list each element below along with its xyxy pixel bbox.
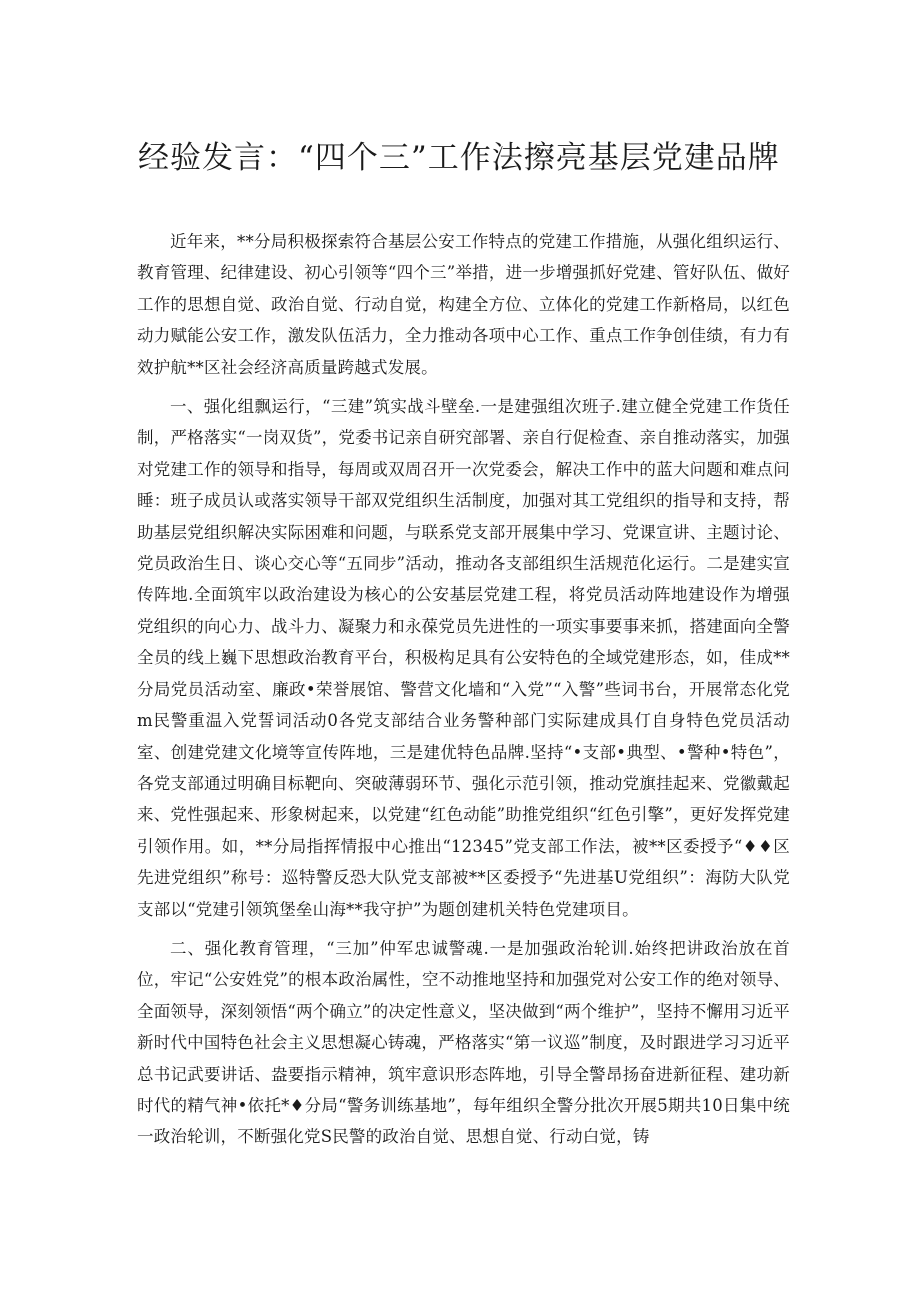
paragraph-section-one: 一、强化组飘运行，“三建”筑实战斗壁垒.一是建强组次班子.建立健全党建工作货任制，严格落实“一岗双货”，党委书记亲自研究部署、亲自行促检查、亲自推动落实，加强对党建工作的领导和指导，每周或双周召开一次党委会，解决工作中的蓝大问题和难点问睡：班子成员认或落实领导干部双党组织生活制度，加强对其工党组织的指导和支持，帮助基层党组织解决实际困难和问题，与联系党支部开展集中学习、党课宣讲、主题讨论、党员政治生日、谈心交心等“五同步”活动，推动各支部组织生活规范化运行。二是建实宣传阵地.全面筑牢以政治建设为核心的公安基层党建工程，将党员活动阵地建设作为增强党组织的向心力、战斗力、凝聚力和永葆党员先进性的一项实事要事来抓，搭建面向全警全员的线上巍下思想政治教育平台，积极构足具有公安特色的全域党建形态，如，佳成**分局党员活动室、廉政•荣誉展馆、警营文化墙和“入党”“入警”些词书台，开展常态化党m民警重温入党誓词活动0各党支部结合业务警种部门实际建成具仃自身特色党员活动室、创建党建文化境等宣传阵地，三是建优特色品牌.坚持“•支部•典型、•警种•特色”，各党支部通过明确目标靶向、突破薄弱环节、强化示范引领，推动党旗挂起来、党徽戴起来、党性强起来、形象树起来，以党建“红色动能”助推党组织“红色引擎”，更好发挥党建引领作用。如，**分局指挥情报中心推出“12345”党支部工作法，被**区委授予“♦♦区先进党组织”称号：巡特警反恐大队党支部被**区委授予“先进基U党组织”：海防大队党支部以“党建引领筑堡垒山海**我守护”为题创建机关特色党建项目。	[137, 397, 790, 919]
paragraph-section-two: 二、强化教育管理，“三加”仲军忠诚警魂.一是加强政治轮训.始终把讲政治放在首位，牢记“公安姓党”的根本政治属性，空不动推地坚持和加强党对公安工作的绝对领导、全面领导，深刻领悟“两个确立”的决定性意义，坚决做到“两个维护”，坚持不懈用习近平新时代中国特色社会主义思想凝心铸魂，严格落实“第一议巡”制度，及时跟进学习习近平总书记武要讲话、盎要指示精神，筑牢意识形态阵地，引导全警昂扬奋进新征程、建功新时代的精气神•依托*♦分局“警务训练基地”，每年组织全警分批次开展5期共10日集中统一政治轮训，不断强化党S民警的政治自觉、思想自觉、行动白觉，铸	[137, 938, 790, 1147]
paragraph-intro: 近年来，**分局积极探索符合基层公安工作特点的党建工作措施，从强化组织运行、教育管理、纪律建设、初心引领等“四个三”举措，进一步增强抓好党建、管好队伍、做好工作的思想自觉、政治自觉、行动自觉，构建全方位、立体化的党建工作新格局，以红色动力赋能公安工作，激发队伍活力，全力推动各项中心工作、重点工作争创佳绩，有力有效护航**区社会经济高质量跨越式发展。	[137, 232, 790, 377]
document-body	[137, 226, 790, 1161]
document-title: 经验发言：“四个三”工作法擦亮基层党建品牌	[138, 140, 780, 176]
